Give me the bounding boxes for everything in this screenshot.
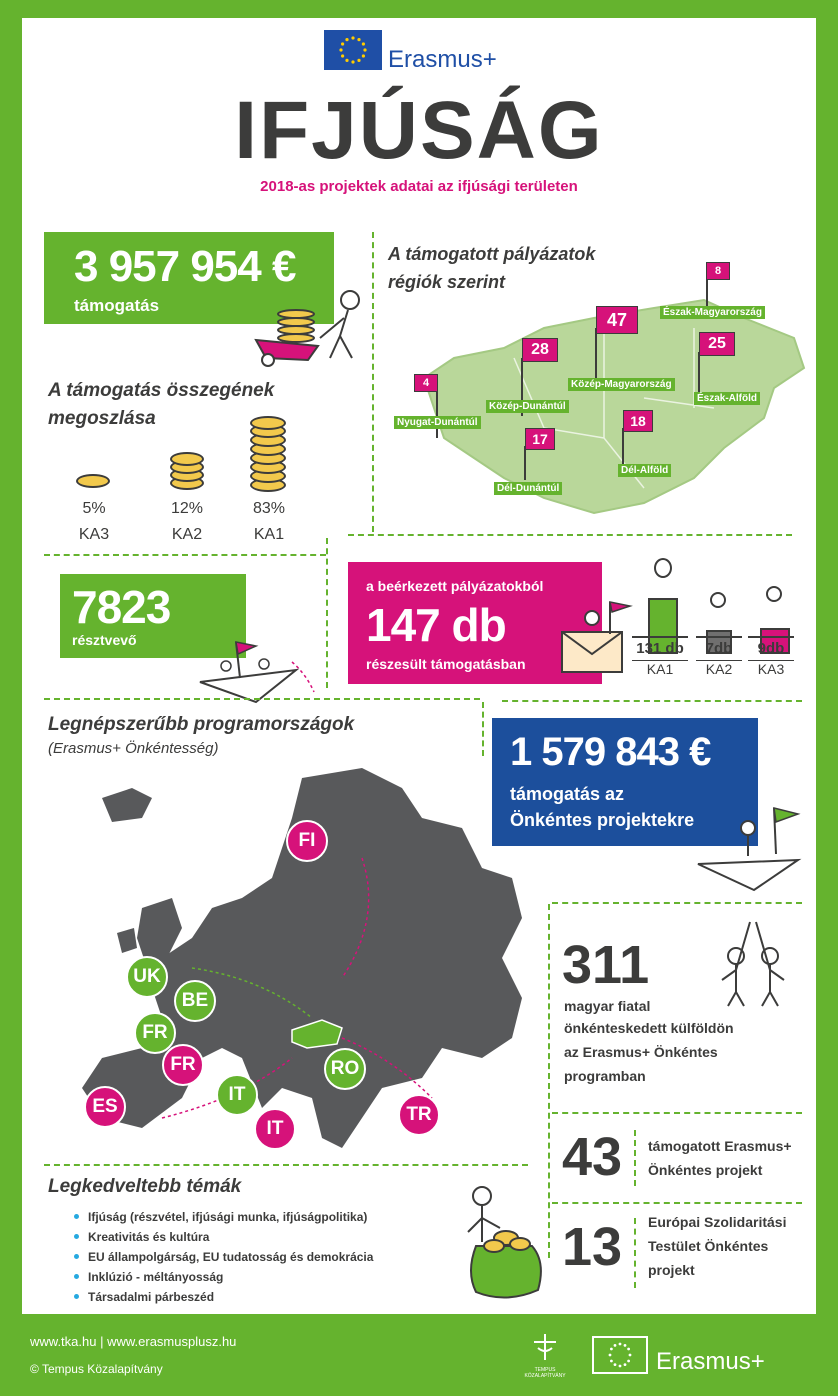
country-marker-be: BE bbox=[174, 980, 216, 1022]
high-five-illustration bbox=[708, 918, 798, 1008]
country-marker-tr: TR bbox=[398, 1094, 440, 1136]
stat-311-number: 311 bbox=[562, 935, 650, 995]
topic-item: Társadalmi párbeszéd bbox=[74, 1290, 454, 1304]
distribution-percent-ka3: 5% bbox=[82, 500, 106, 517]
distribution-percent-ka1: 83% bbox=[252, 500, 286, 517]
region-label-eszak-alfold: Észak-Alföld bbox=[694, 392, 760, 405]
distribution-key-ka1: KA1 bbox=[253, 526, 285, 543]
participants-label: résztvevő bbox=[72, 632, 137, 648]
region-label-nyugat-dunantul: Nyugat-Dunántúl bbox=[394, 416, 481, 429]
region-label-kozep-dunantul: Közép-Dunántúl bbox=[486, 400, 569, 413]
footer-eu-flag-icon bbox=[592, 1336, 648, 1374]
region-flag-kozep-magyarorszag: 47 bbox=[596, 306, 638, 334]
coin-stack-ka1 bbox=[250, 416, 290, 496]
person-icon bbox=[766, 586, 782, 602]
country-marker-uk: UK bbox=[126, 956, 168, 998]
volunteer-funding-label-2: Önkéntes projektekre bbox=[510, 810, 695, 830]
coin-stack-ka3 bbox=[76, 458, 112, 492]
region-label-del-dunantul: Dél-Dunántúl bbox=[494, 482, 562, 495]
stat-13-number: 13 bbox=[562, 1217, 623, 1277]
bar-value-ka3: 9db bbox=[748, 636, 794, 657]
distribution-key-ka2: KA2 bbox=[171, 526, 203, 543]
distribution-heading-1: A támogatás összegének bbox=[48, 380, 275, 401]
distribution-key-ka3: KA3 bbox=[78, 526, 110, 543]
person-icon bbox=[710, 592, 726, 608]
stat-311-text-3: az Erasmus+ Önkéntes bbox=[564, 1044, 718, 1060]
erasmus-logo bbox=[324, 30, 514, 72]
popular-countries-subheading: (Erasmus+ Önkéntesség) bbox=[48, 740, 219, 757]
popular-countries-heading: Legnépszerűbb programországok bbox=[48, 714, 355, 735]
stat-43-text-2: Önkéntes projekt bbox=[648, 1162, 763, 1178]
applications-intro: a beérkezett pályázatokból bbox=[366, 578, 544, 594]
topic-item: EU állampolgárság, EU tudatosság és demokrácia bbox=[74, 1250, 454, 1264]
country-marker-fr-2: FR bbox=[162, 1044, 204, 1086]
erasmus-brand: Erasmus+ bbox=[388, 46, 497, 73]
region-label-eszak-magyarorszag: Észak-Magyarország bbox=[660, 306, 765, 319]
money-bag-illustration bbox=[456, 1182, 546, 1304]
paper-plane-illustration bbox=[694, 798, 804, 894]
stat-311-text-1: magyar fiatal bbox=[564, 998, 651, 1014]
distribution-heading-2: megoszlása bbox=[48, 408, 156, 429]
topics-list bbox=[74, 1210, 454, 1310]
country-marker-it-1: IT bbox=[216, 1074, 258, 1116]
eu-flag-icon bbox=[324, 30, 382, 70]
stat-311-text-2: önkénteskedett külföldön bbox=[564, 1020, 734, 1036]
region-label-kozep-magyarorszag: Közép-Magyarország bbox=[568, 378, 675, 391]
stat-43-number: 43 bbox=[562, 1127, 623, 1187]
bar-value-ka1: 131 db bbox=[632, 636, 688, 657]
topic-item: Kreativitás és kultúra bbox=[74, 1230, 454, 1244]
country-marker-fi: FI bbox=[286, 820, 328, 862]
bar-key-ka1: KA1 bbox=[632, 660, 688, 677]
volunteer-funding-amount: 1 579 843 € bbox=[510, 730, 711, 774]
bar-key-ka2: KA2 bbox=[696, 660, 742, 677]
stat-13-text-3: projekt bbox=[648, 1262, 695, 1278]
country-marker-ro: RO bbox=[324, 1048, 366, 1090]
bar-value-ka2: 7db bbox=[696, 636, 742, 657]
region-flag-del-alfold: 18 bbox=[623, 410, 653, 432]
envelope-kid-illustration bbox=[558, 598, 638, 678]
region-flag-eszak-magyarorszag: 8 bbox=[706, 262, 730, 280]
regions-heading-2: régiók szerint bbox=[388, 272, 506, 292]
page-title: IFJÚSÁG bbox=[234, 85, 604, 176]
participants-count: 7823 bbox=[72, 581, 171, 633]
region-flag-nyugat-dunantul: 4 bbox=[414, 374, 438, 392]
region-flag-eszak-alfold: 25 bbox=[699, 332, 735, 356]
funding-label: támogatás bbox=[74, 296, 160, 315]
footer-links[interactable]: www.tka.hu | www.erasmusplusz.hu bbox=[30, 1334, 237, 1349]
infographic-canvas bbox=[22, 18, 816, 1314]
coin-stack-ka2 bbox=[170, 448, 206, 494]
country-marker-fr-1: FR bbox=[134, 1012, 176, 1054]
wheelbarrow-illustration bbox=[248, 288, 368, 368]
topics-heading: Legkedveltebb témák bbox=[48, 1176, 242, 1197]
region-flag-kozep-dunantul: 28 bbox=[522, 338, 558, 362]
stat-311-text-4: programban bbox=[564, 1068, 646, 1084]
tempus-logo bbox=[518, 1332, 572, 1379]
regions-heading-1: A támogatott pályázatok bbox=[388, 244, 596, 264]
applications-outro: részesült támogatásban bbox=[366, 656, 526, 672]
stat-13-text-1: Európai Szolidaritási bbox=[648, 1214, 787, 1230]
country-marker-es: ES bbox=[84, 1086, 126, 1128]
paper-plane-kids-illustration bbox=[196, 622, 324, 706]
topic-item: Inklúzió - méltányosság bbox=[74, 1270, 454, 1284]
country-marker-it-2: IT bbox=[254, 1108, 296, 1150]
topic-item: Ifjúság (részvétel, ifjúsági munka, ifjúságpolitika) bbox=[74, 1210, 454, 1224]
page-subtitle: 2018-as projektek adatai az ifjúsági területen bbox=[260, 178, 578, 195]
footer-erasmus-brand: Erasmus+ bbox=[656, 1348, 765, 1375]
volunteer-funding-label-1: támogatás az bbox=[510, 784, 625, 804]
stat-13-text-2: Testület Önkéntes bbox=[648, 1238, 769, 1254]
distribution-percent-ka2: 12% bbox=[170, 500, 204, 517]
region-flag-del-dunantul: 17 bbox=[525, 428, 555, 450]
applications-count: 147 db bbox=[366, 599, 506, 651]
stat-43-text-1: támogatott Erasmus+ bbox=[648, 1138, 792, 1154]
person-icon bbox=[654, 558, 672, 578]
region-label-del-alfold: Dél-Alföld bbox=[618, 464, 671, 477]
tempus-logo-text: TEMPUS KÖZALAPÍTVÁNY bbox=[524, 1367, 566, 1379]
bar-key-ka3: KA3 bbox=[748, 660, 794, 677]
footer-copyright: © Tempus Közalapítvány bbox=[30, 1362, 163, 1376]
funding-amount: 3 957 954 € bbox=[74, 242, 296, 291]
